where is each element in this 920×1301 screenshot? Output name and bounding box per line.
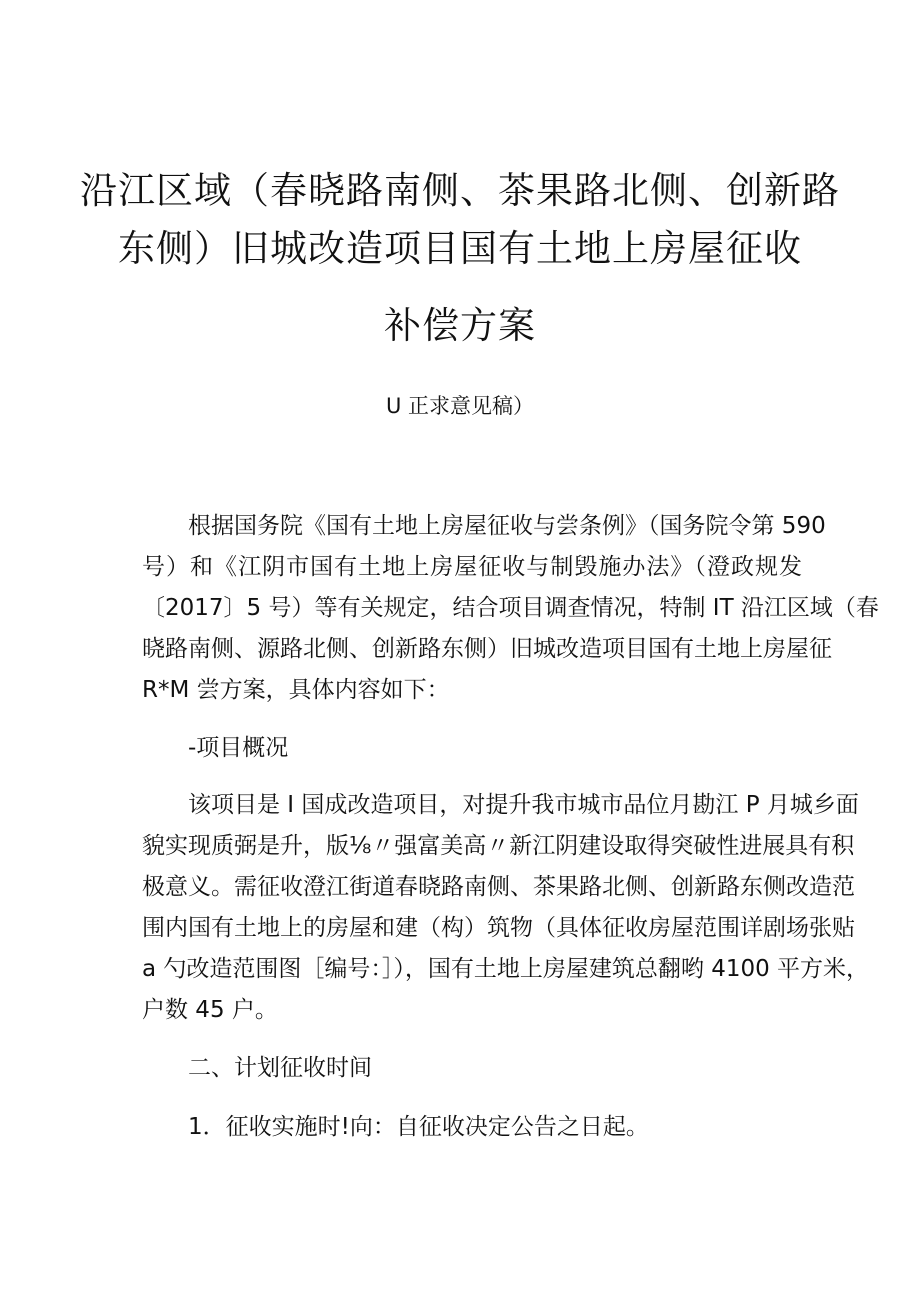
section-1-line-2: 貌实现质弼是升，版⅛〃强富美高〃新江阴建设取得突破性进展具有积 bbox=[142, 833, 855, 859]
section-1-line-3: 极意义。需征收澄江街道春晓路南侧、茶果路北侧、创新路东侧改造范 bbox=[142, 874, 855, 900]
document-subtitle: U 正求意见稿） bbox=[385, 394, 535, 418]
intro-line-5: R*M 尝方案，具体内容如下： bbox=[142, 677, 450, 703]
section-1-line-4: 围内国有土地上的房屋和建（构）筑物（具体征收房屋范围详剧场张贴 bbox=[142, 915, 855, 941]
document-title-line-1: 沿江区域（春晓路南侧、茶果路北侧、创新路 bbox=[80, 169, 840, 212]
section-2-item-1: 1．征收实施时!向：自征收决定公告之日起。 bbox=[188, 1114, 649, 1140]
intro-line-4: 晓路南侧、源路北侧、创新路东侧）旧城改造项目国有土地上房屋征 bbox=[142, 636, 832, 662]
section-1-line-5: a 勺改造范围图［编号：］），国有土地上房屋建筑总翻哟 4100 平方米， bbox=[142, 956, 870, 982]
intro-line-3: 〔2017〕5 号）等有关规定，结合项目调查情况，特制 IT 沿江区域（春 bbox=[142, 595, 879, 621]
section-1-line-6: 户数 45 户。 bbox=[142, 997, 278, 1023]
section-1-line-1: 该项目是 I 国成改造项目，对提升我市城市品位月勘江 P 月城乡面 bbox=[188, 792, 859, 818]
intro-line-2: 号）和《江阴市国有土地上房屋征收与制毁施办法》（澄政规发 bbox=[142, 554, 802, 580]
intro-line-1: 根据国务院《国有土地上房屋征收与尝条例》（国务院令第 590 bbox=[188, 513, 826, 539]
section-1-heading: -项目概况 bbox=[188, 735, 289, 761]
section-2-heading: 二、计划征收时间 bbox=[188, 1055, 372, 1081]
document-title-line-3: 补偿方案 bbox=[384, 304, 536, 347]
document-title-line-2: 东侧）旧城改造项目国有土地上房屋征收 bbox=[118, 227, 802, 270]
